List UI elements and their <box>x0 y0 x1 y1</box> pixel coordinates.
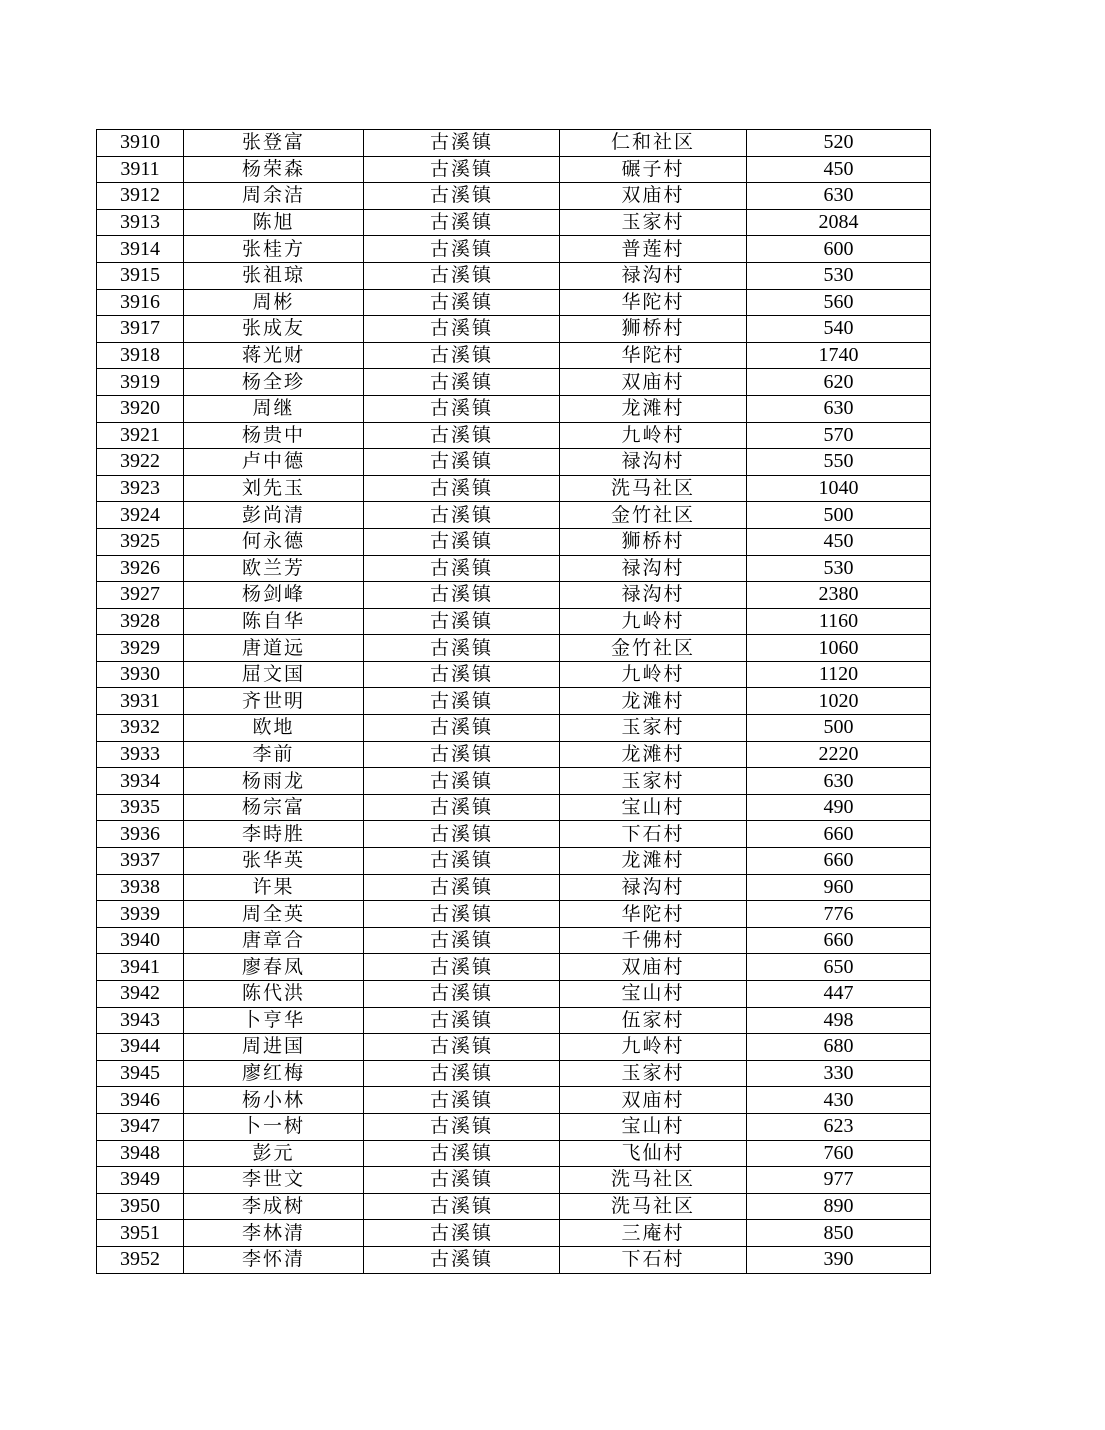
name-cell: 陈自华 <box>184 608 364 635</box>
table-row <box>97 635 931 662</box>
table-row <box>97 741 931 768</box>
name-cell: 张成友 <box>184 316 364 343</box>
table-row <box>97 1034 931 1061</box>
table-row <box>97 661 931 688</box>
village-cell: 双庙村 <box>560 183 747 210</box>
name-cell: 李成树 <box>184 1193 364 1220</box>
amount-cell: 430 <box>747 1087 931 1114</box>
row-number-cell: 3926 <box>97 555 184 582</box>
table-row <box>97 901 931 928</box>
name-cell: 廖春凤 <box>184 954 364 981</box>
name-cell: 彭尚清 <box>184 502 364 529</box>
village-cell: 禄沟村 <box>560 874 747 901</box>
table-row <box>97 1220 931 1247</box>
table-row <box>97 316 931 343</box>
row-number-cell: 3920 <box>97 395 184 422</box>
village-cell: 狮桥村 <box>560 316 747 343</box>
row-number-cell: 3928 <box>97 608 184 635</box>
table-row <box>97 688 931 715</box>
table-row <box>97 1140 931 1167</box>
row-number-cell: 3949 <box>97 1167 184 1194</box>
town-cell: 古溪镇 <box>364 209 560 236</box>
amount-cell: 550 <box>747 449 931 476</box>
amount-cell: 623 <box>747 1113 931 1140</box>
name-cell: 周彬 <box>184 289 364 316</box>
name-cell: 许果 <box>184 874 364 901</box>
town-cell: 古溪镇 <box>364 236 560 263</box>
row-number-cell: 3925 <box>97 528 184 555</box>
village-cell: 宝山村 <box>560 1113 747 1140</box>
table-row <box>97 289 931 316</box>
table-row <box>97 1193 931 1220</box>
row-number-cell: 3934 <box>97 768 184 795</box>
name-cell: 杨宗富 <box>184 794 364 821</box>
row-number-cell: 3914 <box>97 236 184 263</box>
table-row <box>97 1246 931 1273</box>
village-cell: 双庙村 <box>560 369 747 396</box>
village-cell: 禄沟村 <box>560 449 747 476</box>
village-cell: 九岭村 <box>560 1034 747 1061</box>
row-number-cell: 3911 <box>97 156 184 183</box>
village-cell: 九岭村 <box>560 422 747 449</box>
amount-cell: 500 <box>747 715 931 742</box>
amount-cell: 490 <box>747 794 931 821</box>
name-cell: 周余洁 <box>184 183 364 210</box>
town-cell: 古溪镇 <box>364 316 560 343</box>
amount-cell: 330 <box>747 1060 931 1087</box>
row-number-cell: 3946 <box>97 1087 184 1114</box>
row-number-cell: 3932 <box>97 715 184 742</box>
row-number-cell: 3915 <box>97 262 184 289</box>
village-cell: 狮桥村 <box>560 528 747 555</box>
name-cell: 周全英 <box>184 901 364 928</box>
table-row <box>97 209 931 236</box>
row-number-cell: 3943 <box>97 1007 184 1034</box>
table-row <box>97 582 931 609</box>
village-cell: 玉家村 <box>560 715 747 742</box>
amount-cell: 2380 <box>747 582 931 609</box>
row-number-cell: 3917 <box>97 316 184 343</box>
amount-cell: 977 <box>747 1167 931 1194</box>
name-cell: 刘先玉 <box>184 475 364 502</box>
table-row <box>97 981 931 1008</box>
table-row <box>97 262 931 289</box>
amount-cell: 1060 <box>747 635 931 662</box>
row-number-cell: 3947 <box>97 1113 184 1140</box>
row-number-cell: 3933 <box>97 741 184 768</box>
town-cell: 古溪镇 <box>364 954 560 981</box>
amount-cell: 570 <box>747 422 931 449</box>
village-cell: 三庵村 <box>560 1220 747 1247</box>
town-cell: 古溪镇 <box>364 262 560 289</box>
table-row <box>97 395 931 422</box>
amount-cell: 530 <box>747 262 931 289</box>
row-number-cell: 3931 <box>97 688 184 715</box>
village-cell: 九岭村 <box>560 608 747 635</box>
table-row <box>97 555 931 582</box>
name-cell: 张华英 <box>184 848 364 875</box>
town-cell: 古溪镇 <box>364 555 560 582</box>
village-cell: 飞仙村 <box>560 1140 747 1167</box>
town-cell: 古溪镇 <box>364 183 560 210</box>
row-number-cell: 3940 <box>97 927 184 954</box>
village-cell: 龙滩村 <box>560 741 747 768</box>
data-table <box>96 129 931 1274</box>
table-row <box>97 715 931 742</box>
name-cell: 唐道远 <box>184 635 364 662</box>
town-cell: 古溪镇 <box>364 130 560 157</box>
town-cell: 古溪镇 <box>364 528 560 555</box>
name-cell: 杨雨龙 <box>184 768 364 795</box>
village-cell: 下石村 <box>560 1246 747 1273</box>
amount-cell: 520 <box>747 130 931 157</box>
amount-cell: 960 <box>747 874 931 901</box>
amount-cell: 630 <box>747 395 931 422</box>
amount-cell: 600 <box>747 236 931 263</box>
row-number-cell: 3923 <box>97 475 184 502</box>
row-number-cell: 3950 <box>97 1193 184 1220</box>
table-row <box>97 1007 931 1034</box>
amount-cell: 630 <box>747 183 931 210</box>
village-cell: 龙滩村 <box>560 395 747 422</box>
amount-cell: 447 <box>747 981 931 1008</box>
name-cell: 卜亨华 <box>184 1007 364 1034</box>
name-cell: 李前 <box>184 741 364 768</box>
table-row <box>97 449 931 476</box>
town-cell: 古溪镇 <box>364 475 560 502</box>
town-cell: 古溪镇 <box>364 901 560 928</box>
amount-cell: 890 <box>747 1193 931 1220</box>
row-number-cell: 3936 <box>97 821 184 848</box>
town-cell: 古溪镇 <box>364 1113 560 1140</box>
table-row <box>97 130 931 157</box>
row-number-cell: 3935 <box>97 794 184 821</box>
name-cell: 周继 <box>184 395 364 422</box>
row-number-cell: 3910 <box>97 130 184 157</box>
amount-cell: 540 <box>747 316 931 343</box>
amount-cell: 560 <box>747 289 931 316</box>
village-cell: 普莲村 <box>560 236 747 263</box>
row-number-cell: 3948 <box>97 1140 184 1167</box>
town-cell: 古溪镇 <box>364 608 560 635</box>
village-cell: 双庙村 <box>560 954 747 981</box>
name-cell: 杨剑峰 <box>184 582 364 609</box>
table-row <box>97 1060 931 1087</box>
name-cell: 杨贵中 <box>184 422 364 449</box>
amount-cell: 1160 <box>747 608 931 635</box>
town-cell: 古溪镇 <box>364 289 560 316</box>
table-row <box>97 422 931 449</box>
row-number-cell: 3952 <box>97 1246 184 1273</box>
town-cell: 古溪镇 <box>364 981 560 1008</box>
town-cell: 古溪镇 <box>364 395 560 422</box>
name-cell: 杨小林 <box>184 1087 364 1114</box>
town-cell: 古溪镇 <box>364 1087 560 1114</box>
name-cell: 齐世明 <box>184 688 364 715</box>
village-cell: 宝山村 <box>560 794 747 821</box>
table-row <box>97 502 931 529</box>
amount-cell: 1040 <box>747 475 931 502</box>
town-cell: 古溪镇 <box>364 422 560 449</box>
amount-cell: 450 <box>747 528 931 555</box>
amount-cell: 498 <box>747 1007 931 1034</box>
amount-cell: 680 <box>747 1034 931 1061</box>
row-number-cell: 3913 <box>97 209 184 236</box>
village-cell: 禄沟村 <box>560 582 747 609</box>
village-cell: 洗马社区 <box>560 1167 747 1194</box>
table-row <box>97 874 931 901</box>
row-number-cell: 3922 <box>97 449 184 476</box>
name-cell: 张登富 <box>184 130 364 157</box>
table-row <box>97 236 931 263</box>
name-cell: 陈代洪 <box>184 981 364 1008</box>
village-cell: 宝山村 <box>560 981 747 1008</box>
name-cell: 彭元 <box>184 1140 364 1167</box>
table-row <box>97 1167 931 1194</box>
amount-cell: 500 <box>747 502 931 529</box>
amount-cell: 2084 <box>747 209 931 236</box>
village-cell: 下石村 <box>560 821 747 848</box>
name-cell: 李怀清 <box>184 1246 364 1273</box>
town-cell: 古溪镇 <box>364 1220 560 1247</box>
table-row <box>97 794 931 821</box>
name-cell: 蒋光财 <box>184 342 364 369</box>
town-cell: 古溪镇 <box>364 342 560 369</box>
town-cell: 古溪镇 <box>364 848 560 875</box>
name-cell: 唐章合 <box>184 927 364 954</box>
town-cell: 古溪镇 <box>364 1246 560 1273</box>
name-cell: 何永德 <box>184 528 364 555</box>
amount-cell: 660 <box>747 927 931 954</box>
town-cell: 古溪镇 <box>364 661 560 688</box>
table-row <box>97 821 931 848</box>
amount-cell: 1120 <box>747 661 931 688</box>
town-cell: 古溪镇 <box>364 369 560 396</box>
row-number-cell: 3941 <box>97 954 184 981</box>
village-cell: 双庙村 <box>560 1087 747 1114</box>
amount-cell: 760 <box>747 1140 931 1167</box>
town-cell: 古溪镇 <box>364 768 560 795</box>
row-number-cell: 3916 <box>97 289 184 316</box>
town-cell: 古溪镇 <box>364 715 560 742</box>
row-number-cell: 3945 <box>97 1060 184 1087</box>
town-cell: 古溪镇 <box>364 502 560 529</box>
name-cell: 卜一树 <box>184 1113 364 1140</box>
row-number-cell: 3921 <box>97 422 184 449</box>
row-number-cell: 3929 <box>97 635 184 662</box>
table-row <box>97 156 931 183</box>
village-cell: 华陀村 <box>560 901 747 928</box>
table-row <box>97 369 931 396</box>
amount-cell: 450 <box>747 156 931 183</box>
row-number-cell: 3944 <box>97 1034 184 1061</box>
name-cell: 杨荣森 <box>184 156 364 183</box>
amount-cell: 660 <box>747 848 931 875</box>
village-cell: 龙滩村 <box>560 848 747 875</box>
name-cell: 廖红梅 <box>184 1060 364 1087</box>
amount-cell: 850 <box>747 1220 931 1247</box>
village-cell: 碾子村 <box>560 156 747 183</box>
name-cell: 屈文国 <box>184 661 364 688</box>
town-cell: 古溪镇 <box>364 1034 560 1061</box>
row-number-cell: 3912 <box>97 183 184 210</box>
name-cell: 欧兰芳 <box>184 555 364 582</box>
table-row <box>97 927 931 954</box>
table-row <box>97 183 931 210</box>
town-cell: 古溪镇 <box>364 582 560 609</box>
town-cell: 古溪镇 <box>364 1167 560 1194</box>
table-row <box>97 1113 931 1140</box>
amount-cell: 390 <box>747 1246 931 1273</box>
town-cell: 古溪镇 <box>364 874 560 901</box>
amount-cell: 530 <box>747 555 931 582</box>
table-row <box>97 848 931 875</box>
name-cell: 李時胜 <box>184 821 364 848</box>
town-cell: 古溪镇 <box>364 1060 560 1087</box>
town-cell: 古溪镇 <box>364 156 560 183</box>
row-number-cell: 3918 <box>97 342 184 369</box>
town-cell: 古溪镇 <box>364 794 560 821</box>
village-cell: 金竹社区 <box>560 635 747 662</box>
town-cell: 古溪镇 <box>364 1140 560 1167</box>
amount-cell: 630 <box>747 768 931 795</box>
name-cell: 张祖琼 <box>184 262 364 289</box>
amount-cell: 620 <box>747 369 931 396</box>
village-cell: 龙滩村 <box>560 688 747 715</box>
amount-cell: 2220 <box>747 741 931 768</box>
row-number-cell: 3951 <box>97 1220 184 1247</box>
village-cell: 洗马社区 <box>560 1193 747 1220</box>
village-cell: 千佛村 <box>560 927 747 954</box>
village-cell: 禄沟村 <box>560 555 747 582</box>
village-cell: 洗马社区 <box>560 475 747 502</box>
amount-cell: 660 <box>747 821 931 848</box>
town-cell: 古溪镇 <box>364 1007 560 1034</box>
town-cell: 古溪镇 <box>364 449 560 476</box>
town-cell: 古溪镇 <box>364 741 560 768</box>
town-cell: 古溪镇 <box>364 1193 560 1220</box>
name-cell: 李世文 <box>184 1167 364 1194</box>
table-row <box>97 528 931 555</box>
table-row <box>97 1087 931 1114</box>
row-number-cell: 3938 <box>97 874 184 901</box>
village-cell: 仁和社区 <box>560 130 747 157</box>
row-number-cell: 3939 <box>97 901 184 928</box>
table-row <box>97 475 931 502</box>
name-cell: 杨全珍 <box>184 369 364 396</box>
table-row <box>97 608 931 635</box>
town-cell: 古溪镇 <box>364 635 560 662</box>
town-cell: 古溪镇 <box>364 688 560 715</box>
table-body <box>97 130 931 1274</box>
village-cell: 金竹社区 <box>560 502 747 529</box>
name-cell: 张桂方 <box>184 236 364 263</box>
row-number-cell: 3942 <box>97 981 184 1008</box>
town-cell: 古溪镇 <box>364 927 560 954</box>
row-number-cell: 3927 <box>97 582 184 609</box>
row-number-cell: 3924 <box>97 502 184 529</box>
town-cell: 古溪镇 <box>364 821 560 848</box>
amount-cell: 650 <box>747 954 931 981</box>
table-row <box>97 342 931 369</box>
village-cell: 华陀村 <box>560 342 747 369</box>
row-number-cell: 3919 <box>97 369 184 396</box>
name-cell: 欧地 <box>184 715 364 742</box>
name-cell: 陈旭 <box>184 209 364 236</box>
name-cell: 卢中德 <box>184 449 364 476</box>
table-row <box>97 954 931 981</box>
name-cell: 周进国 <box>184 1034 364 1061</box>
amount-cell: 1740 <box>747 342 931 369</box>
village-cell: 玉家村 <box>560 1060 747 1087</box>
village-cell: 玉家村 <box>560 768 747 795</box>
village-cell: 玉家村 <box>560 209 747 236</box>
village-cell: 九岭村 <box>560 661 747 688</box>
village-cell: 禄沟村 <box>560 262 747 289</box>
row-number-cell: 3930 <box>97 661 184 688</box>
village-cell: 伍家村 <box>560 1007 747 1034</box>
table-row <box>97 768 931 795</box>
name-cell: 李林清 <box>184 1220 364 1247</box>
village-cell: 华陀村 <box>560 289 747 316</box>
amount-cell: 1020 <box>747 688 931 715</box>
amount-cell: 776 <box>747 901 931 928</box>
row-number-cell: 3937 <box>97 848 184 875</box>
